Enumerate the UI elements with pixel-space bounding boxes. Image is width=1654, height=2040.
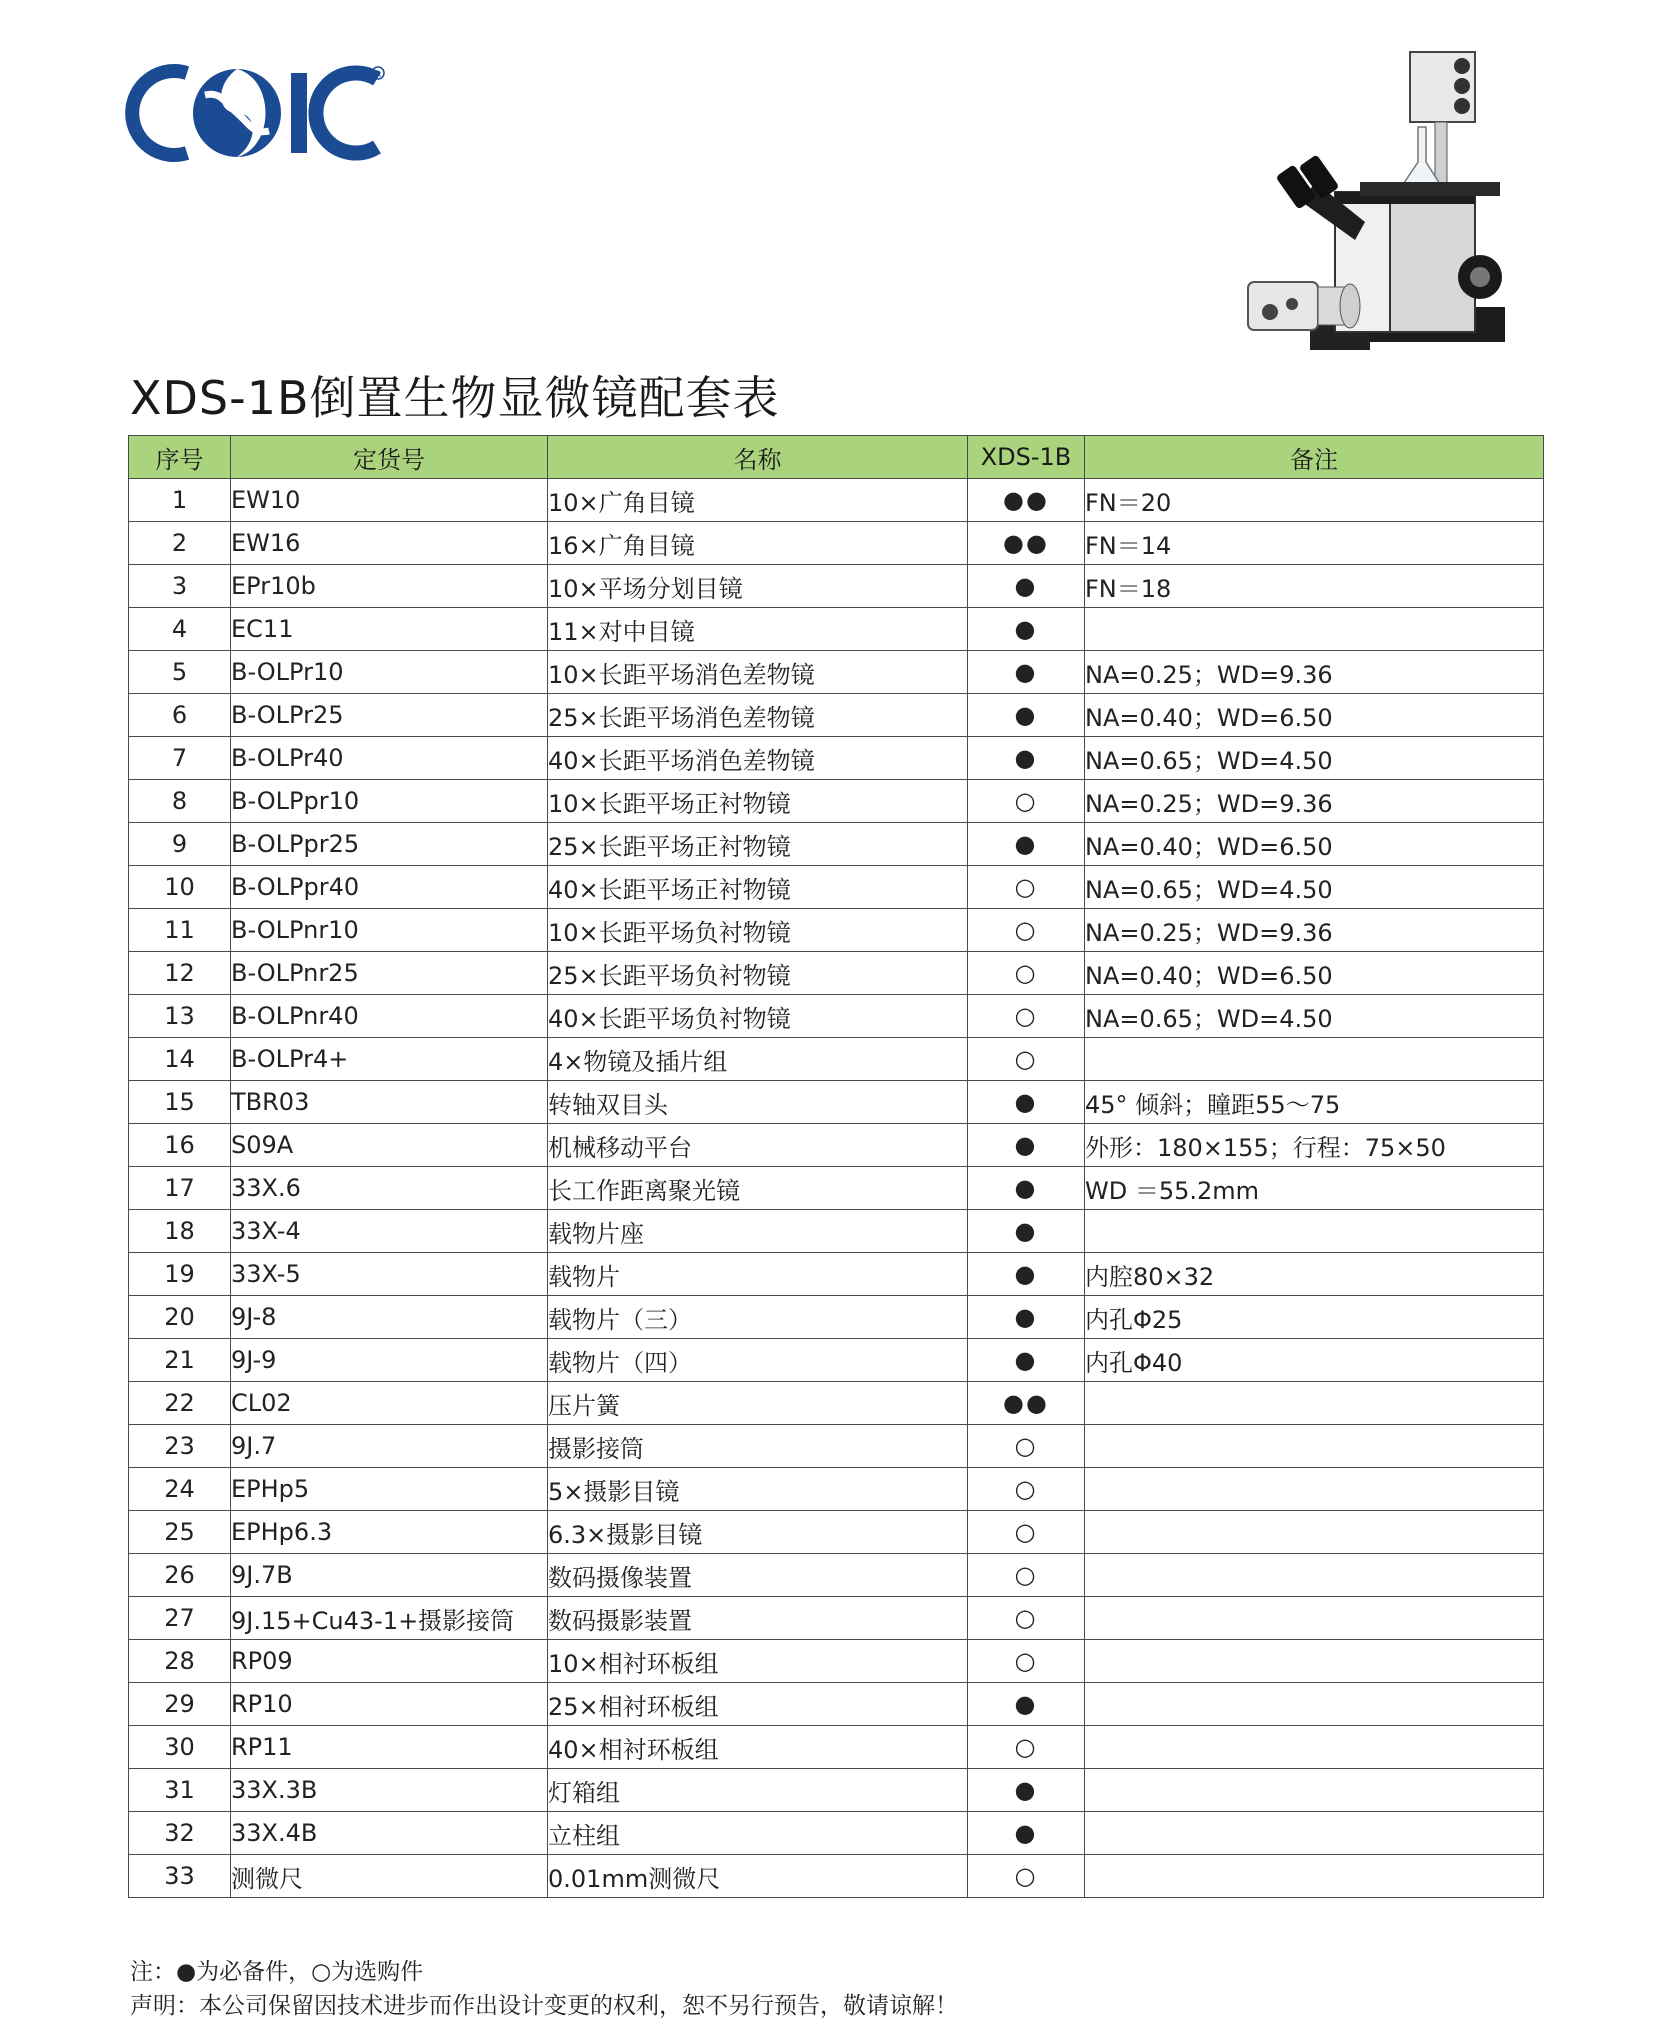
row-name: 10×长距平场消色差物镜: [548, 651, 968, 694]
row-order-code: 9J.7B: [231, 1554, 548, 1597]
table-row: [129, 1296, 1544, 1339]
row-index: 20: [129, 1296, 231, 1339]
row-availability-mark: ●: [968, 1296, 1085, 1339]
table-row: [129, 1640, 1544, 1683]
row-index: 24: [129, 1468, 231, 1511]
row-name: 压片簧: [548, 1382, 968, 1425]
row-name: 长工作距离聚光镜: [548, 1167, 968, 1210]
row-index: 32: [129, 1812, 231, 1855]
row-remarks: NA=0.65；WD=4.50: [1085, 737, 1544, 780]
row-remarks: NA=0.65；WD=4.50: [1085, 866, 1544, 909]
row-order-code: B-OLPpr40: [231, 866, 548, 909]
row-availability-mark: ●: [968, 1081, 1085, 1124]
row-order-code: B-OLPr40: [231, 737, 548, 780]
row-order-code: EW16: [231, 522, 548, 565]
row-availability-mark: ●: [968, 1167, 1085, 1210]
row-order-code: B-OLPpr25: [231, 823, 548, 866]
row-remarks: NA=0.25；WD=9.36: [1085, 909, 1544, 952]
table-row: [129, 694, 1544, 737]
row-remarks: FN＝20: [1085, 479, 1544, 522]
row-remarks: 45° 倾斜；瞳距55～75: [1085, 1081, 1544, 1124]
row-availability-mark: ●●: [968, 522, 1085, 565]
row-order-code: CL02: [231, 1382, 548, 1425]
row-remarks: [1085, 1511, 1544, 1554]
row-index: 30: [129, 1726, 231, 1769]
row-order-code: 33X.3B: [231, 1769, 548, 1812]
row-index: 7: [129, 737, 231, 780]
row-availability-mark: ●: [968, 651, 1085, 694]
row-remarks: [1085, 608, 1544, 651]
row-index: 14: [129, 1038, 231, 1081]
row-name: 数码摄影装置: [548, 1597, 968, 1640]
row-name: 11×对中目镜: [548, 608, 968, 651]
row-remarks: [1085, 1812, 1544, 1855]
row-name: 载物片（三）: [548, 1296, 968, 1339]
table-row: [129, 909, 1544, 952]
row-order-code: B-OLPr4+: [231, 1038, 548, 1081]
row-order-code: TBR03: [231, 1081, 548, 1124]
row-availability-mark: ●: [968, 737, 1085, 780]
row-remarks: [1085, 1468, 1544, 1511]
row-index: 27: [129, 1597, 231, 1640]
table-row: [129, 1468, 1544, 1511]
row-availability-mark: ●: [968, 565, 1085, 608]
row-remarks: [1085, 1855, 1544, 1898]
row-index: 18: [129, 1210, 231, 1253]
table-row: [129, 1339, 1544, 1382]
row-availability-mark: ○: [968, 1554, 1085, 1597]
row-index: 25: [129, 1511, 231, 1554]
table-row: [129, 1382, 1544, 1425]
row-remarks: [1085, 1683, 1544, 1726]
row-availability-mark: ○: [968, 1468, 1085, 1511]
row-availability-mark: ●: [968, 823, 1085, 866]
row-name: 5×摄影目镜: [548, 1468, 968, 1511]
table-row: [129, 952, 1544, 995]
table-row: [129, 1726, 1544, 1769]
row-name: 16×广角目镜: [548, 522, 968, 565]
row-order-code: 9J.7: [231, 1425, 548, 1468]
row-name: 10×长距平场负衬物镜: [548, 909, 968, 952]
table-row: [129, 780, 1544, 823]
row-index: 5: [129, 651, 231, 694]
row-remarks: [1085, 1425, 1544, 1468]
row-index: 3: [129, 565, 231, 608]
footer-legend-note: 注：●为必备件，○为选购件: [130, 1959, 424, 1985]
row-index: 22: [129, 1382, 231, 1425]
row-index: 10: [129, 866, 231, 909]
row-name: 载物片座: [548, 1210, 968, 1253]
row-index: 15: [129, 1081, 231, 1124]
table-row: [129, 1554, 1544, 1597]
row-order-code: B-OLPr25: [231, 694, 548, 737]
row-availability-mark: ○: [968, 1640, 1085, 1683]
row-order-code: RP10: [231, 1683, 548, 1726]
row-index: 33: [129, 1855, 231, 1898]
row-availability-mark: ○: [968, 1855, 1085, 1898]
row-index: 1: [129, 479, 231, 522]
row-index: 21: [129, 1339, 231, 1382]
row-order-code: 测微尺: [231, 1855, 548, 1898]
header-index: 序号: [129, 436, 231, 479]
header-remarks: 备注: [1085, 436, 1544, 479]
table-row: [129, 1769, 1544, 1812]
table-row: [129, 1683, 1544, 1726]
table-row: [129, 1038, 1544, 1081]
row-index: 19: [129, 1253, 231, 1296]
row-remarks: NA=0.40；WD=6.50: [1085, 694, 1544, 737]
table-row: [129, 1855, 1544, 1898]
row-index: 17: [129, 1167, 231, 1210]
row-order-code: EC11: [231, 608, 548, 651]
row-remarks: [1085, 1210, 1544, 1253]
row-order-code: EW10: [231, 479, 548, 522]
row-name: 40×相衬环板组: [548, 1726, 968, 1769]
header-name: 名称: [548, 436, 968, 479]
header-model: XDS-1B: [968, 436, 1085, 479]
row-remarks: [1085, 1640, 1544, 1683]
row-name: 4×物镜及插片组: [548, 1038, 968, 1081]
row-remarks: [1085, 1038, 1544, 1081]
row-order-code: EPHp6.3: [231, 1511, 548, 1554]
row-index: 13: [129, 995, 231, 1038]
row-name: 25×长距平场消色差物镜: [548, 694, 968, 737]
row-availability-mark: ●: [968, 1683, 1085, 1726]
row-order-code: 33X.6: [231, 1167, 548, 1210]
row-index: 4: [129, 608, 231, 651]
row-remarks: 外形：180×155；行程：75×50: [1085, 1124, 1544, 1167]
row-name: 灯箱组: [548, 1769, 968, 1812]
row-index: 6: [129, 694, 231, 737]
row-name: 载物片: [548, 1253, 968, 1296]
row-name: 25×相衬环板组: [548, 1683, 968, 1726]
row-order-code: 9J-8: [231, 1296, 548, 1339]
table-row: [129, 1511, 1544, 1554]
row-availability-mark: ●: [968, 1812, 1085, 1855]
microscope-image: [1240, 42, 1530, 377]
row-order-code: 33X.4B: [231, 1812, 548, 1855]
svg-text:R: R: [374, 70, 382, 80]
row-index: 16: [129, 1124, 231, 1167]
row-order-code: B-OLPr10: [231, 651, 548, 694]
row-availability-mark: ●: [968, 1769, 1085, 1812]
table-row: [129, 1167, 1544, 1210]
row-name: 10×相衬环板组: [548, 1640, 968, 1683]
row-order-code: 9J.15+Cu43-1+摄影接筒: [231, 1597, 548, 1640]
row-remarks: NA=0.40；WD=6.50: [1085, 823, 1544, 866]
row-index: 11: [129, 909, 231, 952]
row-name: 摄影接筒: [548, 1425, 968, 1468]
row-name: 载物片（四）: [548, 1339, 968, 1382]
row-index: 2: [129, 522, 231, 565]
row-availability-mark: ○: [968, 1425, 1085, 1468]
page-title: XDS-1B倒置生物显微镜配套表: [130, 371, 780, 425]
row-remarks: NA=0.25；WD=9.36: [1085, 780, 1544, 823]
table-row: [129, 1124, 1544, 1167]
row-remarks: [1085, 1597, 1544, 1640]
row-availability-mark: ●: [968, 1210, 1085, 1253]
row-availability-mark: ●: [968, 1124, 1085, 1167]
row-index: 23: [129, 1425, 231, 1468]
parts-table: [128, 435, 1544, 1898]
row-remarks: [1085, 1554, 1544, 1597]
row-availability-mark: ●: [968, 1253, 1085, 1296]
row-remarks: [1085, 1726, 1544, 1769]
row-name: 10×长距平场正衬物镜: [548, 780, 968, 823]
row-remarks: 内孔Φ40: [1085, 1339, 1544, 1382]
row-order-code: B-OLPnr25: [231, 952, 548, 995]
table-row: [129, 737, 1544, 780]
row-order-code: RP09: [231, 1640, 548, 1683]
table-row: [129, 995, 1544, 1038]
row-availability-mark: ●: [968, 608, 1085, 651]
row-index: 9: [129, 823, 231, 866]
company-logo: [125, 55, 395, 170]
table-row: [129, 651, 1544, 694]
table-row: [129, 866, 1544, 909]
row-order-code: 33X-5: [231, 1253, 548, 1296]
row-availability-mark: ○: [968, 909, 1085, 952]
row-order-code: 9J-9: [231, 1339, 548, 1382]
row-name: 立柱组: [548, 1812, 968, 1855]
table-row: [129, 1597, 1544, 1640]
row-availability-mark: ○: [968, 780, 1085, 823]
row-name: 转轴双目头: [548, 1081, 968, 1124]
table-row: [129, 1425, 1544, 1468]
table-row: [129, 479, 1544, 522]
table-header-row: [129, 436, 1544, 479]
row-name: 40×长距平场负衬物镜: [548, 995, 968, 1038]
row-name: 0.01mm测微尺: [548, 1855, 968, 1898]
table-row: [129, 1253, 1544, 1296]
row-availability-mark: ○: [968, 1038, 1085, 1081]
row-order-code: EPr10b: [231, 565, 548, 608]
row-availability-mark: ○: [968, 1511, 1085, 1554]
row-name: 10×平场分划目镜: [548, 565, 968, 608]
row-availability-mark: ○: [968, 866, 1085, 909]
row-order-code: RP11: [231, 1726, 548, 1769]
row-availability-mark: ○: [968, 1597, 1085, 1640]
row-order-code: EPHp5: [231, 1468, 548, 1511]
row-name: 40×长距平场正衬物镜: [548, 866, 968, 909]
row-index: 29: [129, 1683, 231, 1726]
row-index: 26: [129, 1554, 231, 1597]
row-name: 机械移动平台: [548, 1124, 968, 1167]
row-order-code: B-OLPpr10: [231, 780, 548, 823]
row-name: 40×长距平场消色差物镜: [548, 737, 968, 780]
row-order-code: B-OLPnr10: [231, 909, 548, 952]
row-index: 31: [129, 1769, 231, 1812]
row-index: 8: [129, 780, 231, 823]
table-row: [129, 1812, 1544, 1855]
table-row: [129, 823, 1544, 866]
row-order-code: 33X-4: [231, 1210, 548, 1253]
table-row: [129, 1210, 1544, 1253]
row-index: 28: [129, 1640, 231, 1683]
row-remarks: NA=0.40；WD=6.50: [1085, 952, 1544, 995]
row-remarks: NA=0.25；WD=9.36: [1085, 651, 1544, 694]
row-index: 12: [129, 952, 231, 995]
row-name: 25×长距平场正衬物镜: [548, 823, 968, 866]
row-remarks: WD ＝55.2mm: [1085, 1167, 1544, 1210]
row-remarks: 内腔80×32: [1085, 1253, 1544, 1296]
row-availability-mark: ○: [968, 952, 1085, 995]
row-remarks: [1085, 1769, 1544, 1812]
footer: [130, 1955, 958, 2023]
table-row: [129, 522, 1544, 565]
row-name: 数码摄像装置: [548, 1554, 968, 1597]
row-remarks: 内孔Φ25: [1085, 1296, 1544, 1339]
header-order-code: 定货号: [231, 436, 548, 479]
row-remarks: FN＝14: [1085, 522, 1544, 565]
table-row: [129, 1081, 1544, 1124]
row-order-code: S09A: [231, 1124, 548, 1167]
row-name: 25×长距平场负衬物镜: [548, 952, 968, 995]
row-availability-mark: ●●: [968, 1382, 1085, 1425]
row-availability-mark: ●●: [968, 479, 1085, 522]
row-availability-mark: ●: [968, 694, 1085, 737]
table-row: [129, 565, 1544, 608]
row-availability-mark: ●: [968, 1339, 1085, 1382]
footer-disclaimer: 声明：本公司保留因技术进步而作出设计变更的权利，恕不另行预告，敬请谅解！: [130, 1993, 958, 2019]
row-availability-mark: ○: [968, 1726, 1085, 1769]
row-name: 6.3×摄影目镜: [548, 1511, 968, 1554]
row-name: 10×广角目镜: [548, 479, 968, 522]
table-row: [129, 608, 1544, 651]
row-remarks: FN＝18: [1085, 565, 1544, 608]
row-availability-mark: ○: [968, 995, 1085, 1038]
row-remarks: NA=0.65；WD=4.50: [1085, 995, 1544, 1038]
row-order-code: B-OLPnr40: [231, 995, 548, 1038]
row-remarks: [1085, 1382, 1544, 1425]
